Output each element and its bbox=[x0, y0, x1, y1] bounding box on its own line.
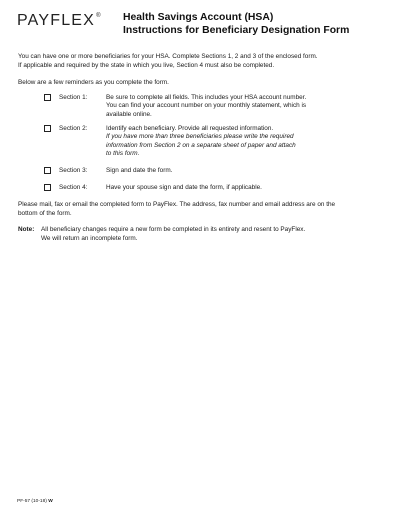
title-line-2: Instructions for Beneficiary Designation Form bbox=[123, 24, 350, 36]
mail-instructions bbox=[18, 201, 380, 218]
checkbox-section-1[interactable] bbox=[44, 94, 51, 101]
logo-text: PAYFLEX bbox=[17, 12, 96, 29]
checkbox-section-3[interactable] bbox=[44, 167, 51, 174]
section-label: Section 4: bbox=[59, 184, 88, 191]
form-code-suffix: W bbox=[48, 499, 53, 504]
checkbox-section-2[interactable] bbox=[44, 125, 51, 132]
section-instructions bbox=[106, 125, 376, 159]
instruction-italic-line: to this form. bbox=[106, 150, 140, 158]
intro-line-2: If applicable and required by the state in which you live, Section 4 must also be completed. bbox=[18, 61, 275, 69]
registered-mark: ® bbox=[96, 13, 101, 19]
mail-line-1: Please mail, fax or email the completed form to PayFlex. The address, fax number and email address are on the bbox=[18, 201, 336, 208]
section-instructions bbox=[106, 167, 376, 175]
note-line-1: All beneficiary changes require a new form be completed in its entirety and resent to PayFlex. bbox=[41, 226, 306, 233]
form-code bbox=[17, 499, 53, 504]
section-instructions bbox=[106, 94, 376, 119]
instruction-line: Sign and date the form. bbox=[106, 167, 173, 174]
instruction-line: Identify each beneficiary. Provide all requested information. bbox=[106, 125, 274, 132]
note-body bbox=[41, 226, 381, 243]
intro-paragraph bbox=[18, 53, 380, 70]
instruction-line: Have your spouse sign and date the form, if applicable. bbox=[106, 184, 262, 191]
mail-line-2: bottom of the form. bbox=[18, 209, 72, 217]
section-label: Section 3: bbox=[59, 167, 88, 174]
instruction-line: available online. bbox=[106, 110, 152, 118]
reminders-heading: Below are a few reminders as you complete the form. bbox=[18, 79, 169, 86]
note-line-2: We will return an incomplete form. bbox=[41, 234, 138, 242]
section-instructions bbox=[106, 184, 376, 192]
instruction-italic-line: If you have more than three beneficiaries please write the required bbox=[106, 133, 294, 141]
instruction-line: Be sure to complete all fields. This includes your HSA account number. bbox=[106, 94, 307, 101]
form-code-text: PF-57 (10-18) bbox=[17, 499, 47, 504]
instruction-line: You can find your account number on your monthly statement, which is bbox=[106, 102, 307, 110]
instruction-italic-line: information from Section 2 on a separate sheet of paper and attach bbox=[106, 141, 296, 149]
section-label: Section 2: bbox=[59, 125, 88, 132]
checkbox-section-4[interactable] bbox=[44, 184, 51, 191]
document-title bbox=[123, 12, 349, 37]
title-line-1: Health Savings Account (HSA) bbox=[123, 12, 274, 23]
intro-line-1: You can have one or more beneficiaries for your HSA. Complete Sections 1, 2 and 3 of the enclosed form. bbox=[18, 53, 318, 60]
section-label: Section 1: bbox=[59, 94, 88, 101]
payflex-logo bbox=[17, 12, 100, 30]
note-label: Note: bbox=[18, 226, 35, 233]
